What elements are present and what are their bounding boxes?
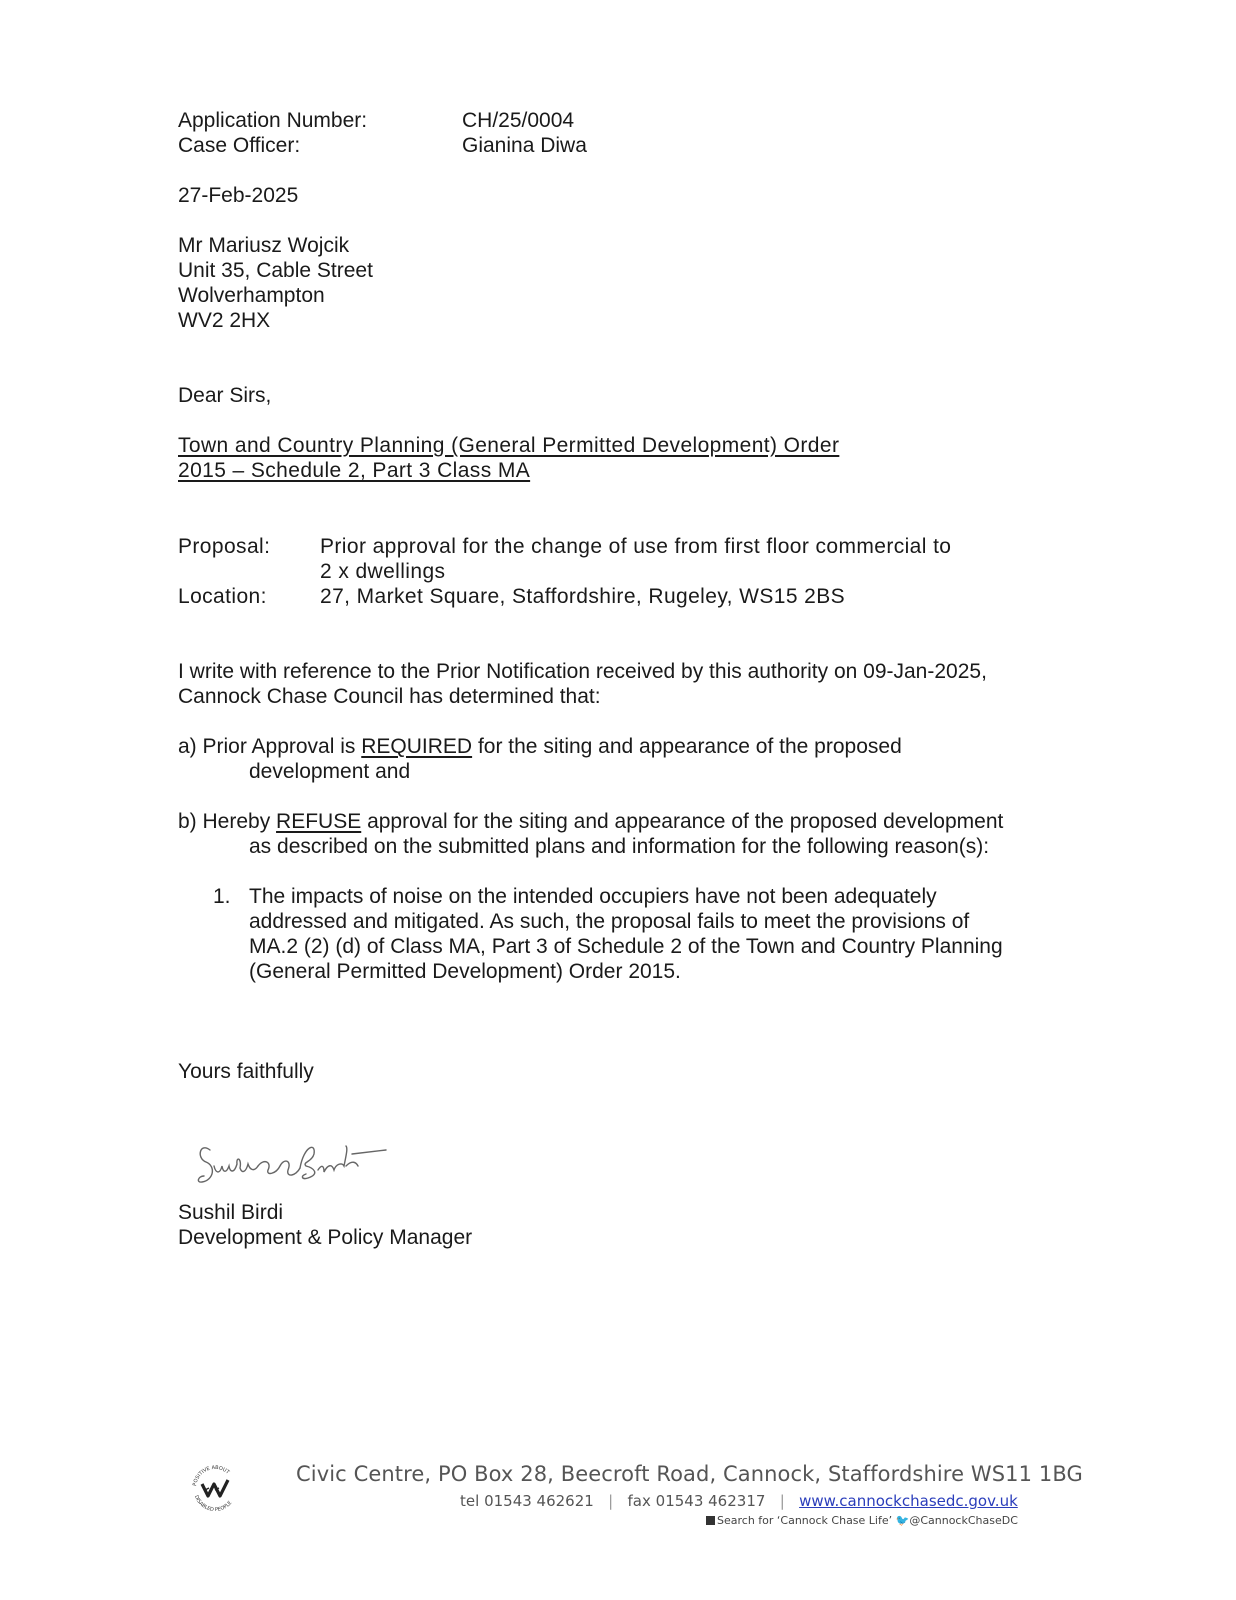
application-number-value: CH/25/0004: [462, 109, 575, 132]
address-line-3: Wolverhampton: [178, 284, 325, 307]
reason-line-3: MA.2 (2) (d) of Class MA, Part 3 of Schedule 2 of the Town and Country Planning: [249, 935, 1003, 958]
case-officer-value: Gianina Diwa: [462, 134, 587, 157]
svg-text:POSITIVE ABOUT: POSITIVE ABOUT: [192, 1464, 231, 1487]
proposal-label: Proposal:: [178, 535, 271, 558]
signatory-name: Sushil Birdi: [178, 1201, 284, 1224]
application-number-label: Application Number:: [178, 109, 368, 132]
facebook-text: Search for ‘Cannock Chase Life’: [717, 1514, 893, 1527]
website-link[interactable]: www.cannockchasedc.gov.uk: [799, 1492, 1018, 1510]
fax-label: fax: [627, 1492, 651, 1510]
reason-line-4: (General Permitted Development) Order 2015.: [249, 960, 681, 983]
closing: Yours faithfully: [178, 1060, 314, 1083]
item-b-prefix: b) Hereby: [178, 810, 277, 833]
item-a-line-1: [178, 734, 902, 759]
subject-line-1: Town and Country Planning (General Permitted Development) Order: [178, 434, 840, 457]
item-b-line-1: [178, 809, 1003, 834]
disability-confident-logo: [188, 1458, 242, 1512]
twitter-handle: @CannockChaseDC: [909, 1514, 1018, 1527]
item-b-line-2: as described on the submitted plans and information for the following reason(s):: [249, 835, 990, 858]
salutation: Dear Sirs,: [178, 384, 272, 407]
separator: |: [598, 1492, 623, 1510]
address-line-1: Mr Mariusz Wojcik: [178, 234, 350, 257]
case-officer-label: Case Officer:: [178, 134, 301, 157]
footer-address: Civic Centre, PO Box 28, Beecroft Road, Cannock, Staffordshire WS11 1BG: [296, 1462, 1083, 1486]
reason-line-1: The impacts of noise on the intended occupiers have not been adequately: [249, 885, 937, 908]
signatory-title: Development & Policy Manager: [178, 1226, 473, 1249]
item-a-suffix: for the siting and appearance of the proposed: [472, 735, 902, 758]
svg-text:DISABLED PEOPLE: DISABLED PEOPLE: [192, 1494, 234, 1512]
item-a-line-2: development and: [249, 760, 411, 783]
letter-date: 27-Feb-2025: [178, 184, 299, 207]
item-a-prefix: a) Prior Approval is: [178, 735, 362, 758]
address-line-4: WV2 2HX: [178, 309, 271, 332]
address-line-2: Unit 35, Cable Street: [178, 259, 373, 282]
footer-social-line: [706, 1514, 1018, 1527]
intro-line-1: I write with reference to the Prior Notification received by this authority on 09-Jan-2025,: [178, 660, 987, 683]
footer-contact-line: [460, 1492, 1018, 1510]
item-b-keyword: REFUSE: [276, 810, 362, 833]
signature-image: [196, 1136, 396, 1192]
proposal-line-1: Prior approval for the change of use from first floor commercial to: [320, 535, 952, 558]
fax-number: 01543 462317: [655, 1492, 766, 1510]
item-a-keyword: REQUIRED: [361, 735, 473, 758]
facebook-icon: [706, 1516, 715, 1525]
location-label: Location:: [178, 585, 267, 608]
twitter-icon: 🐦: [895, 1514, 910, 1527]
item-b-suffix: approval for the siting and appearance of the proposed development: [361, 810, 1004, 833]
reason-number: 1.: [213, 885, 231, 908]
reason-line-2: addressed and mitigated. As such, the proposal fails to meet the provisions of: [249, 910, 970, 933]
proposal-line-2: 2 x dwellings: [320, 560, 446, 583]
subject-line-2: 2015 – Schedule 2, Part 3 Class MA: [178, 459, 531, 482]
location-value: 27, Market Square, Staffordshire, Rugeley, WS15 2BS: [320, 585, 846, 608]
intro-line-2: Cannock Chase Council has determined that:: [178, 685, 601, 708]
tel-number: 01543 462621: [484, 1492, 594, 1510]
tel-label: tel: [460, 1492, 480, 1510]
separator: |: [770, 1492, 795, 1510]
